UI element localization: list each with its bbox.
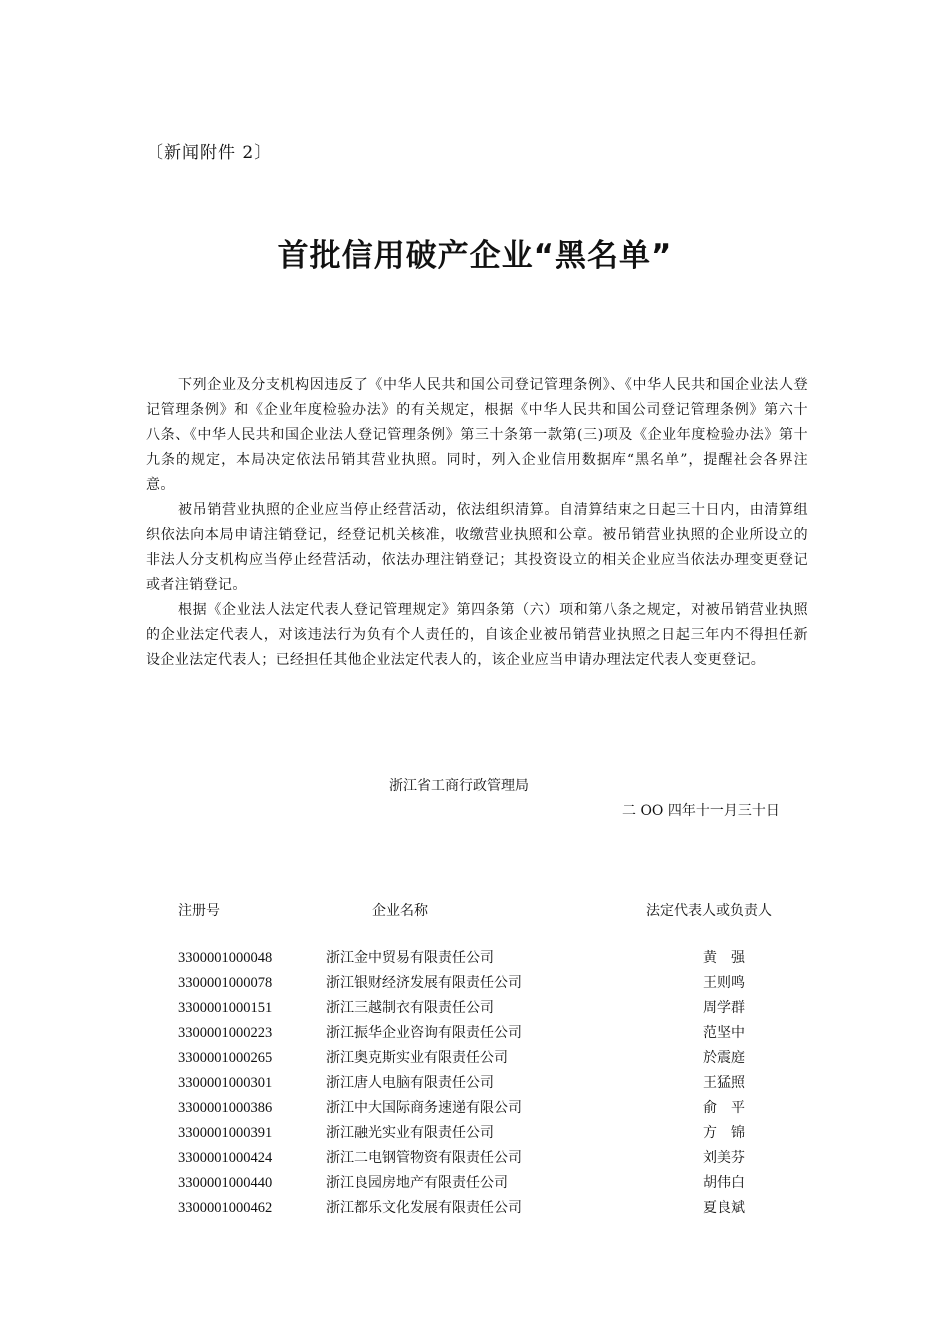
table-row xyxy=(0,1023,950,1048)
reg-no: 3300001000440 xyxy=(178,1175,273,1191)
company-name: 浙江良园房地产有限责任公司 xyxy=(326,1175,508,1191)
representative: 范坚中 xyxy=(703,1025,745,1041)
company-name: 浙江振华企业咨询有限责任公司 xyxy=(326,1025,522,1041)
reg-no: 3300001000386 xyxy=(178,1100,273,1116)
issue-date: 二 OO 四年十一月三十日 xyxy=(622,803,780,819)
reg-no: 3300001000078 xyxy=(178,975,273,991)
company-list xyxy=(0,948,950,1223)
company-name: 浙江唐人电脑有限责任公司 xyxy=(326,1075,494,1091)
company-name: 浙江都乐文化发展有限责任公司 xyxy=(326,1200,522,1216)
reg-no: 3300001000265 xyxy=(178,1050,273,1066)
representative: 於震庭 xyxy=(703,1050,745,1066)
table-row xyxy=(0,1198,950,1223)
representative: 周学群 xyxy=(703,1000,745,1016)
representative: 黄 强 xyxy=(703,950,745,966)
table-row xyxy=(0,973,950,998)
company-name: 浙江三越制衣有限责任公司 xyxy=(326,1000,494,1016)
reg-no: 3300001000223 xyxy=(178,1025,273,1041)
reg-no: 3300001000151 xyxy=(178,1000,273,1016)
representative: 王则鸣 xyxy=(703,975,745,991)
representative: 俞 平 xyxy=(703,1100,745,1116)
company-name: 浙江二电钢管物资有限责任公司 xyxy=(326,1150,522,1166)
attachment-label: 〔新闻附件 2〕 xyxy=(146,143,273,163)
reg-no: 3300001000462 xyxy=(178,1200,273,1216)
company-name: 浙江融光实业有限责任公司 xyxy=(326,1125,494,1141)
table-row xyxy=(0,1073,950,1098)
table-row xyxy=(0,998,950,1023)
company-name: 浙江金中贸易有限责任公司 xyxy=(326,950,494,966)
document-title: 首批信用破产企业“黑名单” xyxy=(277,238,673,274)
representative: 夏良斌 xyxy=(703,1200,745,1216)
company-name: 浙江中大国际商务速递有限公司 xyxy=(326,1100,522,1116)
header-reg-no: 注册号 xyxy=(178,903,220,919)
notice-body xyxy=(146,373,808,673)
table-row xyxy=(0,1148,950,1173)
representative: 王猛照 xyxy=(703,1075,745,1091)
reg-no: 3300001000301 xyxy=(178,1075,273,1091)
company-name: 浙江奥克斯实业有限责任公司 xyxy=(326,1050,508,1066)
table-row xyxy=(0,1123,950,1148)
representative: 方 锦 xyxy=(703,1125,745,1141)
issuer: 浙江省工商行政管理局 xyxy=(389,778,529,794)
table-row xyxy=(0,1173,950,1198)
table-row xyxy=(0,1048,950,1073)
paragraph: 根据《企业法人法定代表人登记管理规定》第四条第（六）项和第八条之规定，对被吊销营业执照的企业法定代表人，对该违法行为负有个人责任的，自该企业被吊销营业执照之日起三年内不得担任新设企业法定代表人；已经担任其他企业法定代表人的，该企业应当申请办理法定代表人变更登记。 xyxy=(146,602,808,668)
table-row xyxy=(0,948,950,973)
reg-no: 3300001000424 xyxy=(178,1150,273,1166)
reg-no: 3300001000391 xyxy=(178,1125,273,1141)
representative: 胡伟白 xyxy=(703,1175,745,1191)
paragraph: 下列企业及分支机构因违反了《中华人民共和国公司登记管理条例》、《中华人民共和国企业法人登记管理条例》和《企业年度检验办法》的有关规定，根据《中华人民共和国公司登记管理条例》第六十八条、《中华人民共和国企业法人登记管理条例》第三十条第一款第(三)项及《企业年度检验办法》第十九条的规定，本局决定依法吊销其营业执照。同时，列入企业信用数据库“黑名单”，提醒社会各界注意。 xyxy=(146,377,808,493)
reg-no: 3300001000048 xyxy=(178,950,273,966)
company-name: 浙江银财经济发展有限责任公司 xyxy=(326,975,522,991)
representative: 刘美芬 xyxy=(703,1150,745,1166)
header-representative: 法定代表人或负责人 xyxy=(646,903,772,919)
table-row xyxy=(0,1098,950,1123)
paragraph: 被吊销营业执照的企业应当停止经营活动，依法组织清算。自清算结束之日起三十日内，由清算组织依法向本局申请注销登记，经登记机关核准，收缴营业执照和公章。被吊销营业执照的企业所设立的非法人分支机构应当停止经营活动，依法办理注销登记；其投资设立的相关企业应当依法办理变更登记或者注销登记。 xyxy=(146,502,808,593)
header-company-name: 企业名称 xyxy=(372,903,428,919)
